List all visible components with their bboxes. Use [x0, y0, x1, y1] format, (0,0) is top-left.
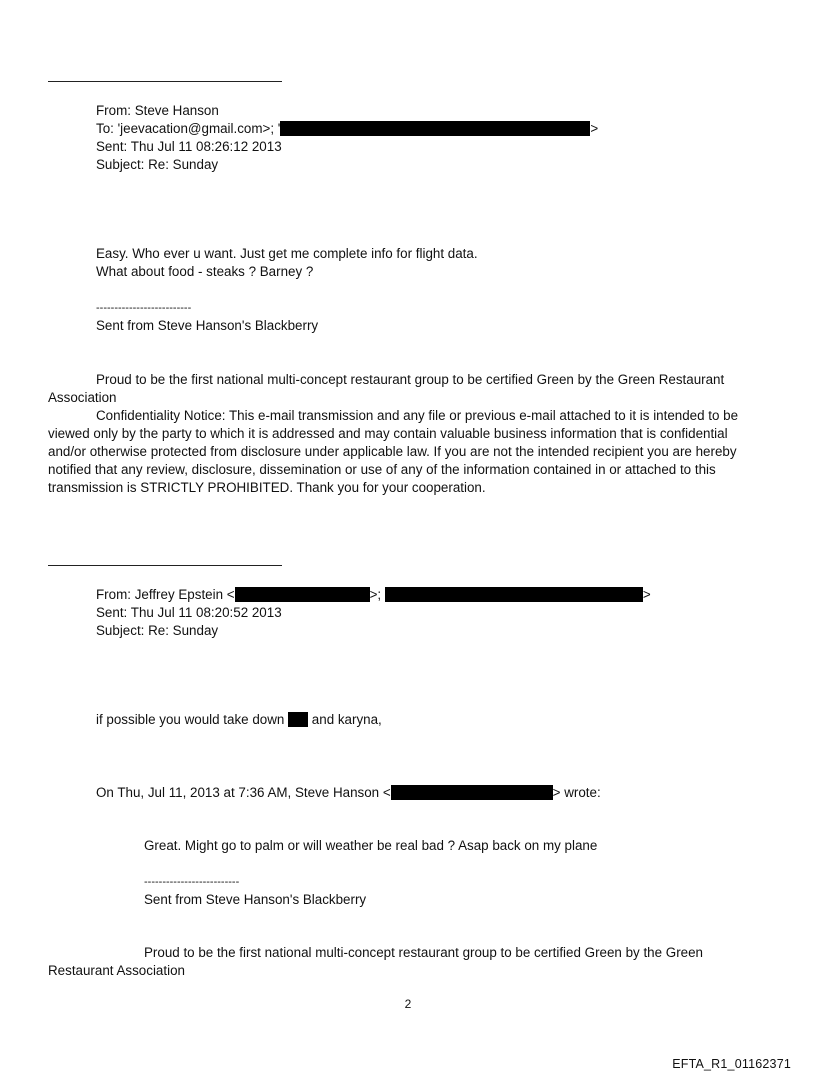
subject-label: Subject: [96, 623, 145, 638]
green-restaurant-line: Association [48, 390, 117, 405]
signature-divider: -------------------------- [144, 876, 240, 888]
confidentiality-notice [48, 407, 760, 497]
redaction-bar [288, 712, 308, 727]
redaction-bar [391, 785, 553, 800]
quote-intro [96, 784, 601, 802]
quoted-body-line: Great. Might go to palm or will weather be real bad ? Asap back on my plane [144, 838, 598, 853]
confidentiality-text: Confidentiality Notice: This e-mail transmission and any file or previous e-mail attached to it is intended to be viewed only by the party to which it is addressed and may contain valuable business information that is confidential and/or otherwise protected from disclosure under applicable law. If you are not the intended recipient you are hereby notified that any review, disclosure, dissemination or use of any of the information contained in or attached to this transmission is STRICTLY PROHIBITED. Thank you for your cooperation. [48, 408, 739, 495]
email1-body-line: Easy. Who ever u want. Just get me complete info for flight data. [96, 246, 478, 261]
to-label: To: [96, 121, 114, 136]
sent-value: Thu Jul 11 08:20:52 2013 [130, 605, 282, 620]
email2-body-line [96, 711, 382, 729]
email2-subject-line [96, 622, 218, 640]
signature-divider: -------------------------- [96, 302, 192, 314]
bates-number: EFTA_R1_01162371 [672, 1057, 791, 1071]
from-label: From: [96, 103, 131, 118]
email1-to-line [96, 120, 598, 138]
signature: Sent from Steve Hanson's Blackberry [144, 892, 367, 907]
green-restaurant-line: Proud to be the first national multi-concept restaurant group to be certified Green by the Green [144, 945, 704, 960]
sent-value: Thu Jul 11 08:26:12 2013 [130, 139, 282, 154]
from-value: Steve Hanson [134, 103, 219, 118]
separator-line [48, 81, 282, 82]
signature: Sent from Steve Hanson's Blackberry [96, 318, 319, 333]
separator-line [48, 565, 282, 566]
redaction-bar [385, 587, 643, 602]
redaction-bar [280, 121, 590, 136]
green-restaurant-line: Restaurant Association [48, 963, 185, 978]
to-value: 'jeevacation@gmail.com>; ' [117, 121, 281, 136]
sent-label: Sent: [96, 605, 128, 620]
from-tail: > [642, 587, 651, 602]
quote-intro-text: > wrote: [552, 785, 601, 800]
page-number: 2 [404, 997, 412, 1011]
sent-label: Sent: [96, 139, 128, 154]
from-mid: >; [369, 587, 382, 602]
email1-sent-line [96, 138, 282, 156]
to-tail: > [590, 121, 599, 136]
subject-value: Re: Sunday [148, 157, 219, 172]
green-restaurant-line: Proud to be the first national multi-concept restaurant group to be certified Green by the Green Restaurant [96, 372, 725, 387]
subject-value: Re: Sunday [148, 623, 219, 638]
body-text: and karyna, [311, 712, 382, 727]
quote-intro-text: On Thu, Jul 11, 2013 at 7:36 AM, Steve Hanson < [96, 785, 391, 800]
subject-label: Subject: [96, 157, 145, 172]
from-label: From: [96, 587, 131, 602]
email1-from-line [96, 102, 219, 120]
email2-from-line [96, 586, 651, 604]
redaction-bar [235, 587, 370, 602]
body-text: if possible you would take down [96, 712, 285, 727]
from-value: Jeffrey Epstein < [134, 587, 235, 602]
email1-subject-line [96, 156, 218, 174]
email2-sent-line [96, 604, 282, 622]
email1-body-line: What about food - steaks ? Barney ? [96, 264, 314, 279]
